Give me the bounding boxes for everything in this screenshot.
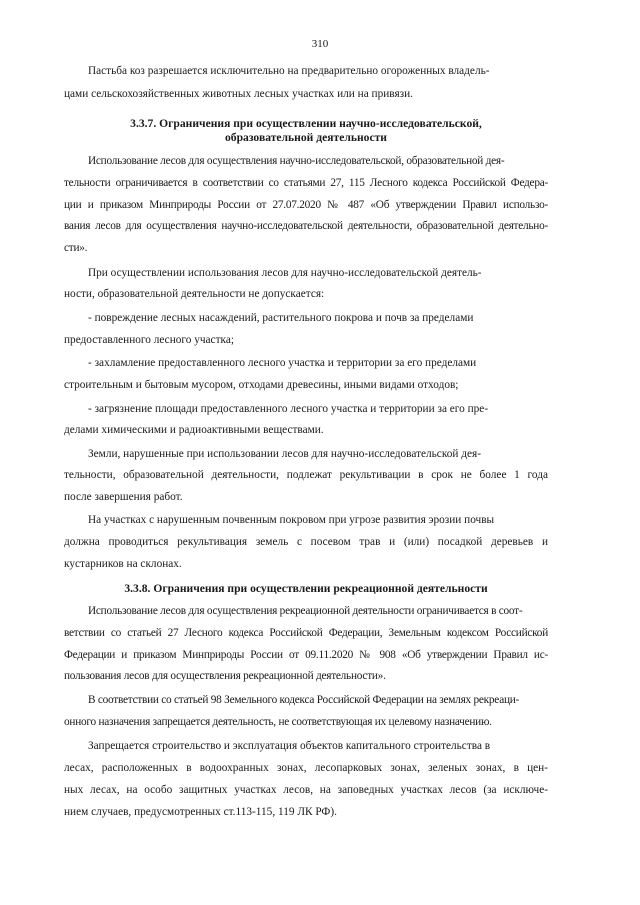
section-heading: 3.3.7. Ограничения при осуществлении научно-исследовательской, [130, 117, 482, 130]
text-line: - захламление предоставленного лесного участка и территории за его пределами [88, 357, 477, 369]
text-line: Федерации и приказом Минприроды России от 09.11.2020 № 908 «Об утверждении Правил ис- [64, 649, 548, 661]
text-line: - загрязнение площади предоставленного лесного участка и территории за его пре- [88, 403, 489, 415]
text-line: тельности, образовательной деятельности, подлежат рекультивации в срок не более 1 года [64, 469, 548, 481]
text-line: строительным и бытовым мусором, отходами древесины, иными видами отходов; [64, 379, 459, 391]
page-number: 310 [311, 38, 329, 50]
text-line: делами химическими и радиоактивными веществами. [64, 424, 324, 436]
text-line: кустарников на склонах. [64, 558, 182, 570]
text-line: Запрещается строительство и эксплуатация объектов капитального строительства в [88, 740, 491, 752]
text-line: должна проводиться рекультивация земель с посевом трав и (или) посадкой деревьев и [64, 536, 548, 548]
section-heading: 3.3.8. Ограничения при осуществлении рекреационной деятельности [124, 582, 488, 595]
section-heading: образовательной деятельности [225, 131, 387, 144]
text-line: онного назначения запрещается деятельность, не соответствующая их целевому назначению. [64, 716, 492, 728]
text-line: Использование лесов для осуществления научно-исследовательской, образовательной дея- [88, 155, 505, 167]
text-line: после завершения работ. [64, 491, 183, 503]
text-line: ции и приказом Минприроды России от 27.07.2020 № 487 «Об утверждении Правил использо- [64, 199, 548, 211]
text-line: ветствии со статьей 27 Лесного кодекса Российской Федерации, Земельным кодексом Российской [64, 627, 548, 639]
text-line: На участках с нарушенным почвенным покровом при угрозе развития эрозии почвы [88, 514, 495, 526]
text-line: предоставленного лесного участка; [64, 334, 234, 346]
text-line: тельности ограничивается в соответствии со статьями 27, 115 Лесного кодекса Российской Федера- [64, 177, 548, 189]
text-line: Земли, нарушенные при использовании лесов для научно-исследовательской дея- [88, 448, 481, 460]
text-line: лесах, расположенных в водоохранных зонах, лесопарковых зонах, зеленых зонах, в цен- [64, 762, 548, 774]
text-line: ных лесах, на особо защитных участках лесов, на заповедных участках лесов (за исключе- [64, 784, 548, 796]
text-line: При осуществлении использования лесов для научно-исследовательской деятель- [88, 267, 482, 279]
text-line: Пастьба коз разрешается исключительно на предварительно огороженных владель- [88, 65, 490, 77]
text-line: сти». [64, 242, 88, 254]
text-line: цами сельскохозяйственных животных лесных участках или на привязи. [64, 88, 413, 100]
text-line: ности, образовательной деятельности не допускается: [64, 288, 325, 300]
text-line: вания лесов для осуществления научно-исследовательской деятельности, образовательной деятельно- [64, 220, 548, 232]
text-line: Использование лесов для осуществления рекреационной деятельности ограничивается в соот- [88, 605, 523, 617]
text-line: пользования лесов для осуществления рекреационной деятельности». [64, 670, 386, 682]
text-line: нием случаев, предусмотренных ст.113-115, 119 ЛК РФ). [64, 806, 337, 818]
text-line: В соответствии со статьей 98 Земельного кодекса Российской Федерации на землях рекреаци- [88, 694, 520, 706]
text-line: - повреждение лесных насаждений, растительного покрова и почв за пределами [88, 312, 474, 324]
